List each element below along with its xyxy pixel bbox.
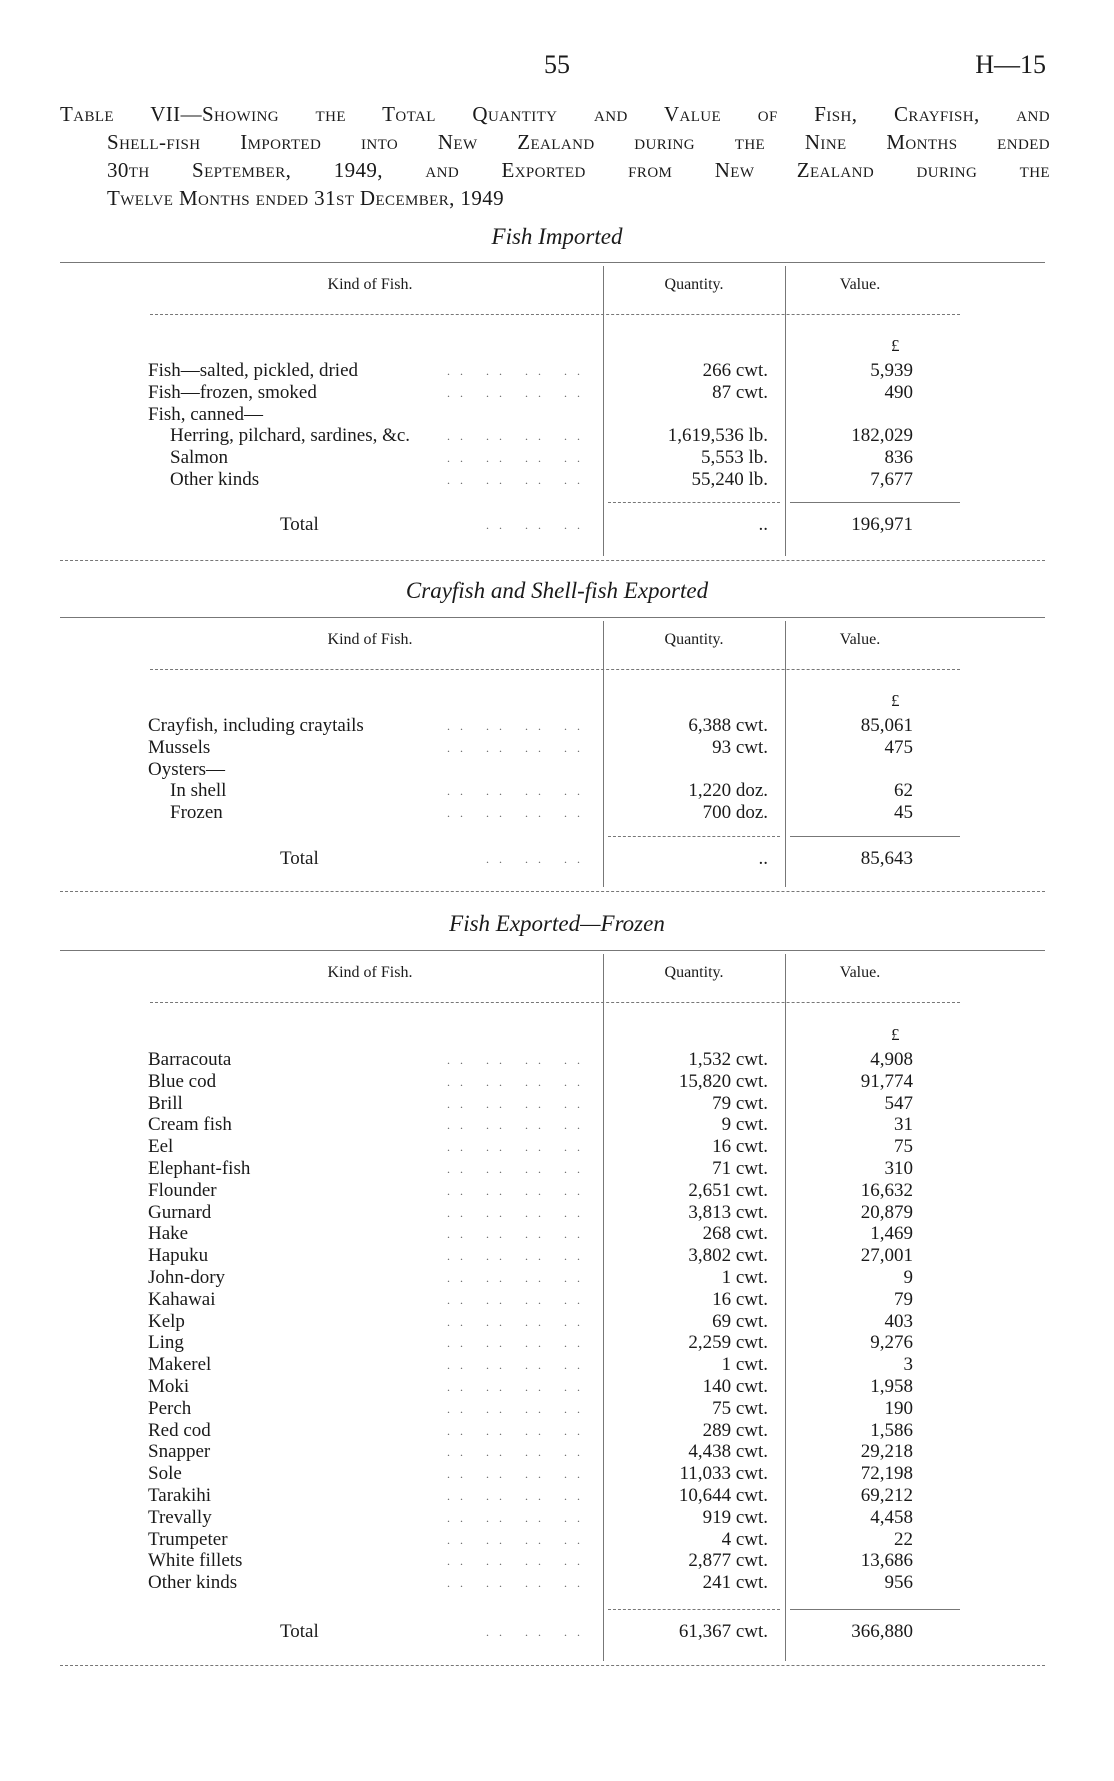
row-label: Fish, canned— (148, 403, 264, 425)
row-label: Hake (148, 1223, 189, 1245)
row-quantity: 79 cwt. (712, 1092, 768, 1114)
row-value: 190 (884, 1397, 913, 1419)
row-label: Ling (148, 1332, 184, 1354)
row-value: 956 (884, 1572, 913, 1594)
caption-line: 30th September, 1949, and Exported from New Zealand during the (107, 158, 1050, 182)
row-label: Fish—frozen, smoked (148, 381, 317, 403)
row-value: 79 (894, 1288, 913, 1310)
header-rule (150, 1002, 960, 1003)
table-bottom-rule (60, 560, 1045, 561)
total-label: Total (280, 1621, 319, 1642)
row-value: 85,061 (860, 715, 913, 736)
column-header-kind: Kind of Fish. (327, 964, 413, 981)
total-quantity: .. (758, 848, 768, 869)
total-quantity: 61,367 cwt. (678, 1621, 768, 1642)
leader-dots: .. .. .. .. (447, 719, 590, 733)
leader-dots: .. .. .. .. (447, 1074, 590, 1089)
row-quantity: 75 cwt. (712, 1397, 768, 1419)
leader-dots: .. .. .. .. (447, 1532, 590, 1547)
leader-dots: .. .. .. .. (447, 1314, 590, 1329)
leader-dots: .. .. .. .. (447, 1576, 590, 1591)
leader-dots: .. .. .. .. (447, 1118, 590, 1133)
row-quantity: 4,438 cwt. (688, 1441, 768, 1463)
leader-dots: .. .. .. .. (447, 451, 590, 466)
column-header-value: Value. (839, 631, 881, 648)
leader-dots: .. .. .. .. (447, 1162, 590, 1176)
row-label: Elephant-fish (148, 1158, 251, 1179)
row-label: Red cod (148, 1419, 211, 1441)
row-value: 182,029 (851, 425, 913, 447)
row-value: 72,198 (860, 1463, 913, 1485)
row-value: 475 (884, 736, 913, 758)
row-label: Snapper (148, 1441, 211, 1463)
leader-dots: .. .. .. .. (447, 1554, 590, 1569)
row-quantity: 87 cwt. (712, 381, 768, 403)
row-label: Kahawai (148, 1288, 216, 1310)
row-quantity: 241 cwt. (702, 1572, 768, 1594)
row-quantity: 69 cwt. (712, 1310, 768, 1332)
table-top-rule (60, 262, 1045, 263)
leader-dots: .. .. .. .. (447, 1271, 590, 1285)
row-label: Trumpeter (148, 1528, 228, 1550)
row-label: Other kinds (148, 1572, 238, 1594)
leader-dots: .. .. .. .. (447, 1205, 590, 1220)
row-label: Perch (148, 1397, 192, 1419)
leader-dots: .. .. .. .. (447, 1510, 590, 1525)
column-header-quantity: Quantity. (664, 964, 724, 981)
table-bottom-rule (60, 1665, 1045, 1666)
row-label: Trevally (148, 1506, 212, 1528)
leader-dots: .. .. .. .. (447, 1096, 590, 1111)
total-value: 85,643 (860, 848, 913, 869)
row-quantity: 289 cwt. (702, 1419, 768, 1441)
row-value: 91,774 (860, 1070, 913, 1092)
row-quantity: 266 cwt. (702, 360, 768, 381)
row-value: 27,001 (860, 1245, 913, 1267)
row-label: Barracouta (148, 1049, 232, 1070)
row-value: 7,677 (870, 469, 913, 490)
total-quantity: .. (758, 514, 768, 535)
row-quantity: 3,813 cwt. (688, 1201, 768, 1223)
total-rule (790, 1609, 960, 1610)
row-label: Hapuku (148, 1245, 209, 1267)
row-quantity: 71 cwt. (712, 1158, 768, 1179)
row-label: Herring, pilchard, sardines, &c. (170, 425, 411, 447)
caption-line: Table VII—Showing the Total Quantity and Value of Fish, Crayfish, and (60, 102, 1050, 126)
row-label: Mussels (148, 736, 211, 758)
leader-dots: .. .. .. .. (447, 784, 590, 799)
row-label: Oysters— (148, 758, 226, 780)
row-value: 1,958 (870, 1376, 913, 1397)
leader-dots: .. .. .. (486, 852, 590, 866)
column-header-kind: Kind of Fish. (327, 631, 413, 648)
leader-dots: .. .. .. .. (447, 1336, 590, 1351)
row-label: Other kinds (170, 469, 260, 490)
row-quantity: 1,220 doz. (688, 780, 768, 802)
leader-dots: .. .. .. .. (447, 473, 590, 487)
row-quantity: 1,619,536 lb. (667, 425, 768, 447)
leader-dots: .. .. .. .. (447, 1140, 590, 1155)
total-rule (790, 502, 960, 503)
total-label: Total (280, 514, 319, 535)
total-rule (608, 502, 780, 503)
leader-dots: .. .. .. .. (447, 1401, 590, 1416)
row-quantity: 140 cwt. (702, 1376, 768, 1397)
currency-symbol: £ (891, 1025, 900, 1045)
row-value: 9,276 (870, 1332, 913, 1354)
document-reference: H—15 (975, 50, 1046, 79)
caption-line: Twelve Months ended 31st December, 1949 (107, 186, 505, 210)
row-label: Flounder (148, 1179, 217, 1201)
column-divider (785, 266, 786, 556)
row-value: 547 (884, 1092, 913, 1114)
leader-dots: .. .. .. .. (447, 806, 590, 821)
leader-dots: .. .. .. .. (447, 385, 590, 400)
leader-dots: .. .. .. .. (447, 740, 590, 755)
section-title: Fish Exported—Frozen (449, 911, 665, 936)
total-label: Total (280, 848, 319, 869)
row-label: Sole (148, 1463, 182, 1485)
row-quantity: 2,877 cwt. (688, 1550, 768, 1572)
row-quantity: 1 cwt. (721, 1267, 768, 1288)
leader-dots: .. .. .. (486, 1625, 590, 1639)
leader-dots: .. .. .. .. (447, 1249, 590, 1264)
row-quantity: 700 doz. (702, 802, 768, 824)
row-value: 4,908 (870, 1049, 913, 1070)
column-header-quantity: Quantity. (664, 631, 724, 648)
row-label: Eel (148, 1136, 174, 1158)
row-quantity: 15,820 cwt. (678, 1070, 768, 1092)
row-value: 4,458 (870, 1506, 913, 1528)
leader-dots: .. .. .. .. (447, 1183, 590, 1198)
row-quantity: 55,240 lb. (691, 469, 768, 490)
currency-symbol: £ (891, 691, 900, 711)
row-quantity: 2,259 cwt. (688, 1332, 768, 1354)
leader-dots: .. .. .. .. (447, 1380, 590, 1394)
leader-dots: .. .. .. .. (447, 429, 590, 444)
leader-dots: .. .. .. .. (447, 1489, 590, 1503)
leader-dots: .. .. .. .. (447, 1467, 590, 1482)
page-number: 55 (544, 50, 570, 79)
row-value: 62 (894, 780, 913, 802)
row-quantity: 5,553 lb. (700, 447, 768, 469)
leader-dots: .. .. .. .. (447, 1445, 590, 1460)
row-quantity: 2,651 cwt. (688, 1179, 768, 1201)
column-header-quantity: Quantity. (664, 276, 724, 293)
row-label: Tarakihi (148, 1485, 212, 1506)
row-label: Fish—salted, pickled, dried (148, 360, 359, 381)
total-value: 366,880 (851, 1621, 913, 1642)
leader-dots: .. .. .. .. (447, 1227, 590, 1242)
row-label: In shell (170, 780, 227, 802)
row-label: White fillets (148, 1550, 243, 1572)
column-header-kind: Kind of Fish. (327, 276, 413, 293)
row-value: 69,212 (860, 1485, 913, 1506)
row-label: Crayfish, including craytails (148, 715, 364, 736)
row-quantity: 16 cwt. (712, 1288, 768, 1310)
row-quantity: 1 cwt. (721, 1354, 768, 1376)
row-value: 29,218 (860, 1441, 913, 1463)
header-rule (150, 314, 960, 315)
leader-dots: .. .. .. .. (447, 364, 590, 378)
row-value: 13,686 (860, 1550, 913, 1572)
row-value: 310 (884, 1158, 913, 1179)
currency-symbol: £ (891, 336, 900, 356)
leader-dots: .. .. .. .. (447, 1292, 590, 1307)
row-value: 836 (884, 447, 913, 469)
row-value: 75 (894, 1136, 913, 1158)
row-value: 45 (894, 802, 913, 824)
row-quantity: 16 cwt. (712, 1136, 768, 1158)
row-label: Makerel (148, 1354, 212, 1376)
row-value: 3 (903, 1354, 913, 1376)
leader-dots: .. .. .. .. (447, 1423, 590, 1438)
row-quantity: 268 cwt. (702, 1223, 768, 1245)
row-quantity: 919 cwt. (702, 1506, 768, 1528)
leader-dots: .. .. .. .. (447, 1358, 590, 1373)
table-bottom-rule (60, 891, 1045, 892)
row-quantity: 6,388 cwt. (688, 715, 768, 736)
total-value: 196,971 (851, 514, 913, 535)
column-header-value: Value. (839, 964, 881, 981)
row-label: Moki (148, 1376, 190, 1397)
row-quantity: 11,033 cwt. (679, 1463, 768, 1485)
section-title: Fish Imported (491, 224, 623, 249)
row-quantity: 4 cwt. (721, 1528, 768, 1550)
column-divider (603, 266, 604, 556)
row-label: Blue cod (148, 1070, 217, 1092)
row-label: Cream fish (148, 1114, 232, 1136)
row-label: Kelp (148, 1310, 185, 1332)
header-rule (150, 669, 960, 670)
row-value: 31 (894, 1114, 913, 1136)
row-value: 22 (894, 1528, 913, 1550)
row-label: Frozen (170, 802, 223, 824)
row-value: 403 (884, 1310, 913, 1332)
column-header-value: Value. (839, 276, 881, 293)
row-label: Salmon (170, 447, 229, 469)
row-quantity: 1,532 cwt. (688, 1049, 768, 1070)
row-value: 20,879 (860, 1201, 913, 1223)
table-top-rule (60, 950, 1045, 951)
total-rule (608, 836, 780, 837)
row-quantity: 3,802 cwt. (688, 1245, 768, 1267)
row-quantity: 10,644 cwt. (678, 1485, 768, 1506)
leader-dots: .. .. .. .. (447, 1053, 590, 1067)
row-quantity: 93 cwt. (712, 736, 768, 758)
row-value: 490 (884, 381, 913, 403)
table-top-rule (60, 617, 1045, 618)
leader-dots: .. .. .. (486, 518, 590, 532)
row-value: 1,586 (870, 1419, 913, 1441)
table-caption (60, 100, 1050, 212)
row-value: 5,939 (870, 360, 913, 381)
row-value: 1,469 (870, 1223, 913, 1245)
row-label: Brill (148, 1092, 183, 1114)
row-label: Gurnard (148, 1201, 212, 1223)
row-quantity: 9 cwt. (721, 1114, 768, 1136)
total-rule (790, 836, 960, 837)
row-value: 16,632 (860, 1179, 913, 1201)
section-title: Crayfish and Shell-fish Exported (405, 578, 709, 603)
total-rule (608, 1609, 780, 1610)
row-label: John-dory (148, 1267, 226, 1288)
caption-line: Shell-fish Imported into New Zealand during the Nine Months ended (107, 130, 1050, 154)
row-value: 9 (903, 1267, 913, 1288)
